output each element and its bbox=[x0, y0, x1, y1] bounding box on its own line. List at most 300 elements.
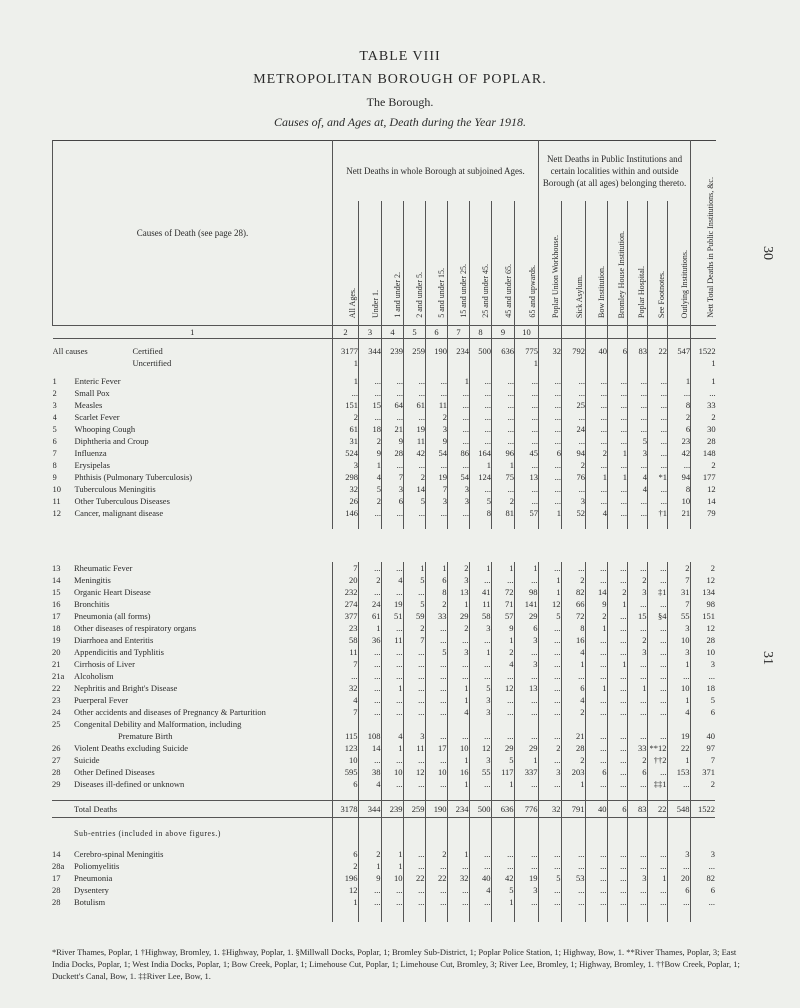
table-cell: 19 bbox=[514, 872, 538, 884]
table-cell: 29 bbox=[491, 742, 514, 754]
table-cell: 1 bbox=[585, 682, 607, 694]
table-cell: ... bbox=[425, 730, 447, 742]
table-cell: ... bbox=[403, 682, 425, 694]
total-cell: 776 bbox=[514, 801, 538, 818]
table-cell: 1 bbox=[381, 848, 403, 860]
table-cell: ‡‡1 bbox=[647, 778, 667, 790]
table-cell: 3 bbox=[426, 495, 448, 507]
cause-name: Other accidents and diseases of Pregnancy & Parturition bbox=[74, 707, 266, 717]
table-cell: ... bbox=[608, 387, 628, 399]
table-cell bbox=[469, 718, 491, 730]
table-cell: 3 bbox=[690, 848, 715, 860]
cause-number: 28 bbox=[52, 767, 61, 777]
table-cell: 7 bbox=[332, 706, 358, 718]
table-cell: ... bbox=[586, 459, 608, 471]
table-cell: ... bbox=[469, 730, 491, 742]
table-cell: 71 bbox=[491, 598, 514, 610]
cause-number: 23 bbox=[52, 695, 61, 705]
table-cell: 1 bbox=[491, 562, 514, 574]
table-cell: 5 bbox=[690, 694, 715, 706]
table-cell bbox=[562, 357, 586, 369]
table-cell: ... bbox=[538, 754, 561, 766]
table-cell: 32 bbox=[332, 682, 358, 694]
table-cell: ... bbox=[404, 459, 426, 471]
table-cell: ... bbox=[403, 658, 425, 670]
table-cell: ... bbox=[538, 778, 561, 790]
table-cell: 94 bbox=[562, 447, 586, 459]
table-cell: 15 bbox=[627, 610, 647, 622]
table-cell: 4 bbox=[561, 646, 585, 658]
table-cell: ... bbox=[561, 562, 585, 574]
table-cell: 2 bbox=[561, 574, 585, 586]
table-cell: 3 bbox=[426, 423, 448, 435]
table-cell: ... bbox=[647, 884, 667, 896]
uncertified-label: Uncertified bbox=[132, 358, 172, 368]
table-cell: 151 bbox=[333, 399, 359, 411]
table-cell: 2 bbox=[447, 622, 469, 634]
table-cell: 500 bbox=[470, 345, 492, 357]
table-cell: ... bbox=[492, 435, 515, 447]
table-cell: 3 bbox=[469, 694, 491, 706]
table-cell: ... bbox=[382, 507, 404, 519]
cause-label bbox=[52, 682, 332, 694]
table-cell: 1 bbox=[647, 872, 667, 884]
table-cell: 151 bbox=[690, 610, 715, 622]
table-cell bbox=[608, 357, 628, 369]
mortality-table-bottom bbox=[52, 562, 715, 922]
table-cell: 2 bbox=[359, 435, 382, 447]
table-cell: 3 bbox=[447, 646, 469, 658]
table-cell: 5 bbox=[359, 483, 382, 495]
table-cell: 1 bbox=[585, 622, 607, 634]
table-row bbox=[52, 766, 715, 778]
table-cell bbox=[647, 718, 667, 730]
table-cell: ... bbox=[515, 435, 539, 447]
cause-name: Scarlet Fever bbox=[74, 412, 120, 422]
table-cell: ... bbox=[585, 670, 607, 682]
table-cell: ... bbox=[447, 860, 469, 872]
table-cell: 86 bbox=[448, 447, 470, 459]
table-cell: 2 bbox=[668, 411, 691, 423]
table-cell: 28 bbox=[382, 447, 404, 459]
table-cell: 19 bbox=[381, 598, 403, 610]
table-cell: §4 bbox=[647, 610, 667, 622]
table-cell: ... bbox=[561, 670, 585, 682]
table-cell: ... bbox=[426, 459, 448, 471]
table-row bbox=[52, 718, 715, 730]
table-cell: ... bbox=[491, 706, 514, 718]
col-number bbox=[691, 326, 716, 339]
table-cell: 45 bbox=[515, 447, 539, 459]
table-cell: ... bbox=[585, 658, 607, 670]
table-cell: 2 bbox=[358, 848, 381, 860]
table-cell: ... bbox=[358, 694, 381, 706]
table-cell: ... bbox=[359, 411, 382, 423]
table-cell: 5 bbox=[628, 435, 648, 447]
table-cell: 1 bbox=[425, 562, 447, 574]
table-cell: 124 bbox=[470, 471, 492, 483]
table-cell: ... bbox=[691, 387, 716, 399]
table-cell: ... bbox=[585, 634, 607, 646]
table-cell: 3 bbox=[667, 622, 690, 634]
table-cell: 1 bbox=[333, 375, 359, 387]
table-cell: ... bbox=[607, 622, 627, 634]
table-cell: 19 bbox=[667, 730, 690, 742]
cause-name: Violent Deaths excluding Suicide bbox=[74, 743, 188, 753]
table-cell: ... bbox=[538, 706, 561, 718]
table-cell: ... bbox=[607, 706, 627, 718]
table-cell: 1 bbox=[470, 459, 492, 471]
table-cell: ... bbox=[538, 848, 561, 860]
table-cell: ... bbox=[448, 459, 470, 471]
table-cell: ... bbox=[448, 387, 470, 399]
table-cell: 22 bbox=[648, 345, 668, 357]
table-cell: ... bbox=[492, 375, 515, 387]
table-cell: 117 bbox=[491, 766, 514, 778]
table-cell: 3 bbox=[403, 730, 425, 742]
cause-number: 26 bbox=[52, 743, 61, 753]
table-row bbox=[52, 610, 715, 622]
table-cell: ... bbox=[648, 387, 668, 399]
table-cell bbox=[668, 357, 691, 369]
table-cell: 4 bbox=[561, 694, 585, 706]
table-cell: 94 bbox=[668, 471, 691, 483]
table-cell: ... bbox=[608, 483, 628, 495]
sub-entries-label: Sub-entries (included in above figures.) bbox=[74, 829, 221, 838]
table-cell: ... bbox=[469, 860, 491, 872]
table-cell: 9 bbox=[358, 872, 381, 884]
table-cell: 636 bbox=[492, 345, 515, 357]
table-cell: ... bbox=[470, 375, 492, 387]
table-cell: ... bbox=[539, 423, 562, 435]
table-cell: ... bbox=[648, 447, 668, 459]
cause-name: Diarrhoea and Enteritis bbox=[74, 635, 154, 645]
table-cell: ... bbox=[648, 459, 668, 471]
table-cell: ... bbox=[648, 399, 668, 411]
cause-label bbox=[52, 646, 332, 658]
table-cell: ... bbox=[607, 610, 627, 622]
table-row bbox=[52, 848, 715, 860]
table-cell: 1 bbox=[448, 375, 470, 387]
table-cell: 79 bbox=[691, 507, 716, 519]
table-cell: 2 bbox=[561, 706, 585, 718]
cause-number: 13 bbox=[52, 563, 61, 573]
table-cell: 10 bbox=[332, 754, 358, 766]
table-cell: ... bbox=[627, 884, 647, 896]
table-cell: ... bbox=[647, 634, 667, 646]
cause-label bbox=[52, 896, 332, 908]
table-cell: 12 bbox=[690, 622, 715, 634]
table-cell: 1 bbox=[491, 778, 514, 790]
table-cell: 83 bbox=[628, 345, 648, 357]
cause-name: Rheumatic Fever bbox=[74, 563, 133, 573]
table-label: TABLE VIII bbox=[359, 49, 441, 64]
table-cell: 14 bbox=[691, 495, 716, 507]
table-cell: ... bbox=[448, 507, 470, 519]
cause-label bbox=[53, 423, 333, 435]
table-cell: ... bbox=[539, 435, 562, 447]
table-cell: 775 bbox=[515, 345, 539, 357]
table-cell: ... bbox=[425, 670, 447, 682]
table-cell: 10 bbox=[667, 682, 690, 694]
table-cell: 40 bbox=[586, 345, 608, 357]
table-cell: ... bbox=[448, 423, 470, 435]
table-cell: ... bbox=[491, 694, 514, 706]
table-cell: ... bbox=[585, 646, 607, 658]
table-cell: 13 bbox=[447, 586, 469, 598]
table-cell: 10 bbox=[381, 872, 403, 884]
table-cell: ... bbox=[381, 586, 403, 598]
total-cell: 3178 bbox=[332, 801, 358, 818]
table-cell: ... bbox=[539, 399, 562, 411]
table-cell: ... bbox=[332, 670, 358, 682]
table-cell: 164 bbox=[470, 447, 492, 459]
table-cell: ... bbox=[381, 622, 403, 634]
table-cell: 12 bbox=[403, 766, 425, 778]
table-cell: ... bbox=[607, 670, 627, 682]
table-cell: 4 bbox=[359, 471, 382, 483]
table-row bbox=[52, 622, 715, 634]
table-cell: ... bbox=[382, 387, 404, 399]
table-cell: 72 bbox=[491, 586, 514, 598]
table-cell: ... bbox=[469, 670, 491, 682]
table-cell: ... bbox=[515, 375, 539, 387]
cause-label bbox=[53, 345, 333, 357]
table-cell: 29 bbox=[514, 742, 538, 754]
cause-number: 19 bbox=[52, 635, 61, 645]
table-cell: ... bbox=[381, 778, 403, 790]
table-cell: 51 bbox=[381, 610, 403, 622]
table-cell: 4 bbox=[332, 694, 358, 706]
table-cell: ... bbox=[608, 435, 628, 447]
table-cell: ... bbox=[404, 411, 426, 423]
table-cell: 203 bbox=[561, 766, 585, 778]
table-cell: 14 bbox=[404, 483, 426, 495]
cause-number: 28a bbox=[52, 861, 65, 871]
table-cell: ... bbox=[447, 670, 469, 682]
table-cell: 2 bbox=[332, 860, 358, 872]
table-cell: 123 bbox=[332, 742, 358, 754]
table-cell: ... bbox=[448, 399, 470, 411]
table-cell: ... bbox=[470, 435, 492, 447]
col-number bbox=[668, 326, 691, 339]
table-cell: ... bbox=[470, 423, 492, 435]
table-cell: 36 bbox=[358, 634, 381, 646]
table-cell: 32 bbox=[447, 872, 469, 884]
table-cell: 23 bbox=[668, 435, 691, 447]
table-cell: ... bbox=[607, 754, 627, 766]
table-cell: ... bbox=[515, 423, 539, 435]
cause-name: Influenza bbox=[74, 448, 107, 458]
table-cell: 42 bbox=[668, 447, 691, 459]
table-cell: 15 bbox=[359, 399, 382, 411]
table-cell: 61 bbox=[404, 399, 426, 411]
table-cell: 32 bbox=[539, 345, 562, 357]
table-cell: 7 bbox=[667, 574, 690, 586]
table-cell: 4 bbox=[586, 507, 608, 519]
table-cell: 38 bbox=[358, 766, 381, 778]
table-cell: ... bbox=[607, 634, 627, 646]
table-row bbox=[53, 345, 716, 357]
table-cell: ... bbox=[538, 658, 561, 670]
table-cell: 76 bbox=[562, 471, 586, 483]
total-cell: 500 bbox=[469, 801, 491, 818]
col-header: Sick Asylum. bbox=[562, 201, 586, 326]
table-cell: ... bbox=[403, 670, 425, 682]
table-cell: ... bbox=[403, 860, 425, 872]
table-cell: ... bbox=[627, 694, 647, 706]
cause-label bbox=[52, 694, 332, 706]
table-cell: ... bbox=[628, 399, 648, 411]
table-cell: ... bbox=[425, 634, 447, 646]
table-cell: ... bbox=[425, 694, 447, 706]
table-row bbox=[53, 387, 716, 399]
group-header-ages: Nett Deaths in whole Borough at subjoined Ages. bbox=[333, 141, 539, 202]
table-cell: 12 bbox=[469, 742, 491, 754]
table-row bbox=[52, 730, 715, 742]
table-cell: 190 bbox=[426, 345, 448, 357]
table-cell: 1 bbox=[332, 896, 358, 908]
cause-label bbox=[52, 754, 332, 766]
table-cell: ... bbox=[470, 483, 492, 495]
table-cell: ... bbox=[585, 706, 607, 718]
table-cell: 2 bbox=[690, 562, 715, 574]
cause-label bbox=[53, 411, 333, 423]
table-cell: 11 bbox=[469, 598, 491, 610]
table-cell bbox=[648, 357, 668, 369]
table-cell: ... bbox=[469, 848, 491, 860]
cause-label bbox=[53, 483, 333, 495]
table-cell: 66 bbox=[561, 598, 585, 610]
total-cell: 791 bbox=[561, 801, 585, 818]
cause-number: 27 bbox=[52, 755, 61, 765]
cause-name: Enteric Fever bbox=[74, 376, 121, 386]
table-cell bbox=[404, 357, 426, 369]
table-cell: ... bbox=[647, 574, 667, 586]
table-cell: 12 bbox=[538, 598, 561, 610]
total-cell: 40 bbox=[585, 801, 607, 818]
cause-label bbox=[53, 471, 333, 483]
table-cell: 1 bbox=[447, 682, 469, 694]
table-cell: 19 bbox=[404, 423, 426, 435]
table-cell: 5 bbox=[538, 610, 561, 622]
cause-number: 7 bbox=[52, 448, 57, 458]
table-cell: ... bbox=[607, 860, 627, 872]
total-cell: 234 bbox=[447, 801, 469, 818]
table-cell: 58 bbox=[469, 610, 491, 622]
total-cell: 22 bbox=[647, 801, 667, 818]
cause-label bbox=[52, 622, 332, 634]
table-cell: ... bbox=[627, 670, 647, 682]
table-cell: 16 bbox=[561, 634, 585, 646]
table-row bbox=[52, 706, 715, 718]
total-cell: 1522 bbox=[690, 801, 715, 818]
table-row bbox=[52, 694, 715, 706]
table-cell: ... bbox=[514, 896, 538, 908]
table-cell: ... bbox=[607, 896, 627, 908]
table-cell bbox=[690, 718, 715, 730]
col-header: 65 and upwards. bbox=[515, 201, 539, 326]
table-cell: 40 bbox=[469, 872, 491, 884]
col-number: 9 bbox=[492, 326, 515, 339]
col-number: 6 bbox=[426, 326, 448, 339]
table-cell: ... bbox=[648, 411, 668, 423]
table-cell: 40 bbox=[690, 730, 715, 742]
table-cell: 98 bbox=[690, 598, 715, 610]
table-cell: 12 bbox=[491, 682, 514, 694]
cause-name: Suicide bbox=[74, 755, 100, 765]
col-number bbox=[608, 326, 628, 339]
table-cell: ... bbox=[627, 896, 647, 908]
table-cell: ... bbox=[515, 399, 539, 411]
table-cell: ... bbox=[647, 694, 667, 706]
table-cell: ... bbox=[607, 730, 627, 742]
cause-name: Other Defined Diseases bbox=[74, 767, 155, 777]
table-cell: 4 bbox=[667, 706, 690, 718]
table-cell: ... bbox=[491, 574, 514, 586]
col-header: Poplar Union Workhouse. bbox=[539, 201, 562, 326]
col-number: 1 bbox=[53, 326, 333, 339]
col-number: 2 bbox=[333, 326, 359, 339]
cause-label bbox=[52, 730, 332, 742]
table-row bbox=[53, 459, 716, 471]
table-cell: 1 bbox=[469, 646, 491, 658]
table-cell: 1 bbox=[539, 507, 562, 519]
col-number bbox=[648, 326, 668, 339]
col-header: Bromley House Institution. bbox=[608, 201, 628, 326]
table-cell: 1522 bbox=[691, 345, 716, 357]
table-cell: 3 bbox=[448, 483, 470, 495]
table-cell: 72 bbox=[561, 610, 585, 622]
cause-label bbox=[52, 884, 332, 896]
footnotes: *River Thames, Poplar, 1 †Highway, Bromley, 1. ‡Highway, Poplar, 1. §Millwall Docks, Poplar, 1; Bromley Sub-District, 1; Poplar Police Station, 1; Highway, Bow, 1. **River Thames, Poplar, 3; East India Docks, Poplar, 1; West India Docks, Poplar, 1; Bow Creek, Poplar, 1; Limehouse Cut, Poplar, 1; Limehouse Cut, Bromley, 3; River Lee, Bromley, 1; Highway, Bromley, 1. ††Bow Creek, Poplar, 1; Duckett's Canal, Bow, 1. ‡‡River Lee, Bow, 1. bbox=[52, 947, 740, 981]
table-cell: 1 bbox=[381, 682, 403, 694]
table-cell: ... bbox=[469, 634, 491, 646]
table-cell: ... bbox=[538, 646, 561, 658]
table-cell: 4 bbox=[469, 884, 491, 896]
table-cell: 2 bbox=[562, 459, 586, 471]
col-header: See Footnotes. bbox=[648, 201, 668, 326]
table-cell: 3 bbox=[627, 872, 647, 884]
table-cell: 1 bbox=[359, 459, 382, 471]
cause-number: 9 bbox=[52, 472, 57, 482]
table-cell: ... bbox=[667, 670, 690, 682]
table-cell: 153 bbox=[667, 766, 690, 778]
table-cell: 239 bbox=[382, 345, 404, 357]
table-cell: ... bbox=[628, 459, 648, 471]
cause-name: Cancer, malignant disease bbox=[74, 508, 164, 518]
table-cell: 595 bbox=[332, 766, 358, 778]
col-number bbox=[628, 326, 648, 339]
table-cell: ... bbox=[562, 411, 586, 423]
table-row bbox=[52, 598, 715, 610]
table-row bbox=[52, 860, 715, 872]
table-cell bbox=[381, 718, 403, 730]
table-cell: 9 bbox=[382, 435, 404, 447]
table-cell: ... bbox=[607, 884, 627, 896]
col-number: 4 bbox=[382, 326, 404, 339]
table-row bbox=[52, 742, 715, 754]
table-cell: 10 bbox=[381, 766, 403, 778]
table-cell: ... bbox=[447, 634, 469, 646]
col-header: Nett Total Deaths in Public Institutions, &c. bbox=[691, 141, 716, 326]
table-cell: ... bbox=[608, 459, 628, 471]
table-cell: 1 bbox=[538, 574, 561, 586]
table-cell: ... bbox=[358, 646, 381, 658]
table-cell: 82 bbox=[690, 872, 715, 884]
table-cell: ... bbox=[628, 375, 648, 387]
table-cell: ... bbox=[628, 423, 648, 435]
